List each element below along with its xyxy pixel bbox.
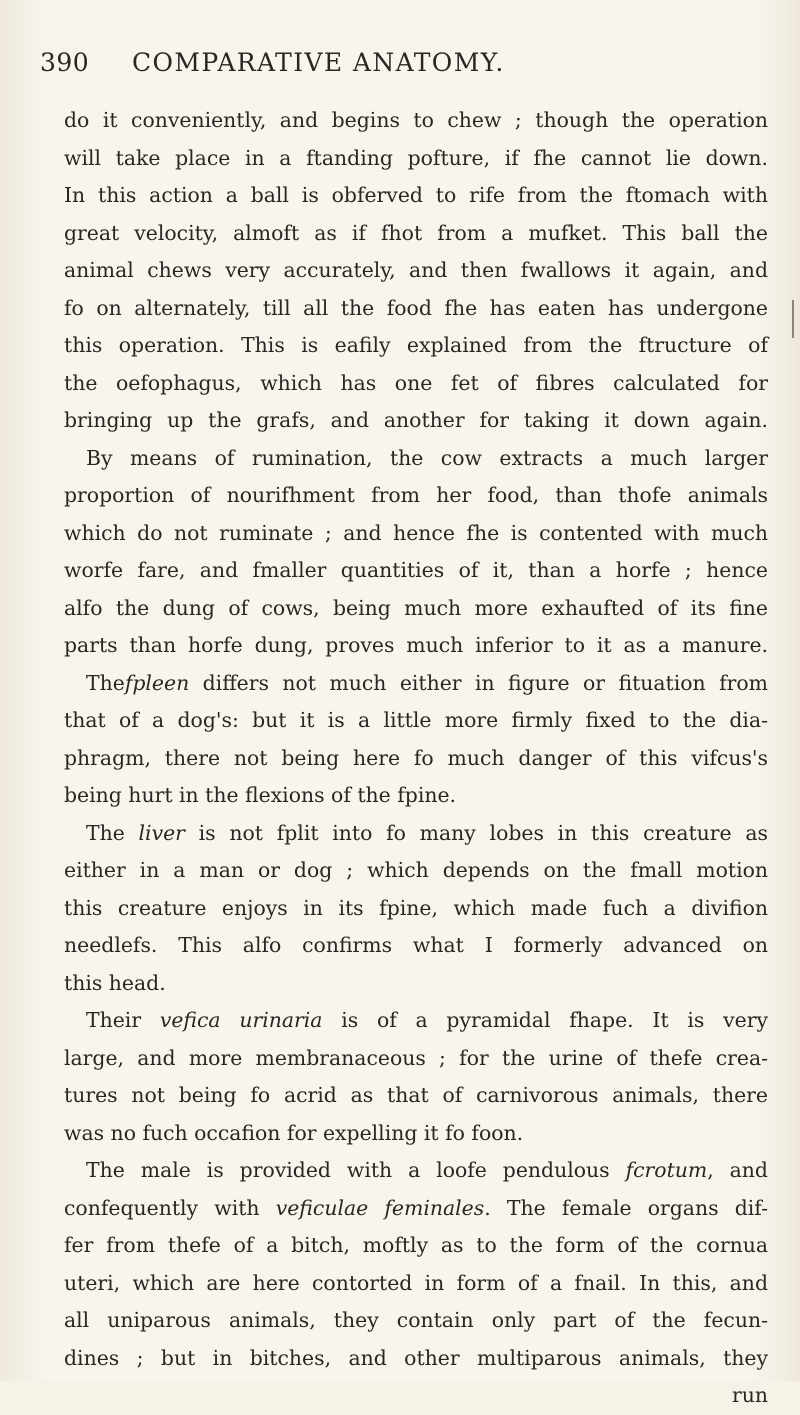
text-run: was no fuch occafion for expelling it fo foon. xyxy=(64,1120,524,1145)
text-run: parts than horfe dung, proves much inferior to it as a manure. xyxy=(64,633,768,657)
text-run: this creature enjoys in its fpine, which made fuch a divifion xyxy=(64,895,768,920)
text-line xyxy=(64,815,768,853)
text-run: that of a dog's: but it is a little more firmly fixed to the dia- xyxy=(64,708,768,732)
text-run: In this action a ball is obferved to rife from the ftomach with xyxy=(64,183,768,207)
text-run: fer from thefe of a bitch, moftly as to the form of the cornua xyxy=(64,1233,768,1257)
text-line xyxy=(64,1190,768,1228)
text-run: The xyxy=(86,670,125,695)
text-line xyxy=(64,515,768,553)
text-run: all uniparous animals, they contain only part of the fecun- xyxy=(64,1308,768,1332)
text-line xyxy=(64,1340,768,1378)
text-line xyxy=(64,1377,768,1415)
text-line xyxy=(64,702,768,740)
text-run: alfo the dung of cows, being much more exhaufted of its fine xyxy=(64,595,768,620)
text-run: By means of rumination, the cow extracts a much larger xyxy=(86,445,768,470)
text-line xyxy=(64,740,768,778)
text-line xyxy=(64,890,768,928)
text-run: confequently with xyxy=(64,1195,276,1220)
text-run: large, and more membranaceous ; for the urine of thefe crea- xyxy=(64,1045,768,1070)
text-line xyxy=(64,852,768,890)
italic-term: liver xyxy=(138,820,185,845)
text-run: which do not ruminate ; and hence fhe is contented with much xyxy=(64,520,768,545)
text-line xyxy=(64,1115,768,1153)
text-run: proportion of nourifhment from her food, than thofe animals xyxy=(64,483,768,507)
text-line xyxy=(64,1227,768,1265)
italic-term: fpleen xyxy=(124,670,190,695)
text-run: phragm, there not being here fo much danger of this vifcus's xyxy=(64,745,768,770)
text-line xyxy=(64,665,768,703)
text-line xyxy=(64,1002,768,1040)
text-line xyxy=(64,177,768,215)
text-line xyxy=(64,1077,768,1115)
text-line xyxy=(64,777,768,815)
text-run: needlefs. This alfo confirms what I formerly advanced on xyxy=(64,933,768,957)
text-run: tures not being fo acrid as that of carnivorous animals, there xyxy=(64,1083,768,1107)
text-run: worfe fare, and fmaller quantities of it, than a horfe ; hence xyxy=(64,558,768,582)
text-run: Their xyxy=(86,1008,160,1032)
text-line xyxy=(64,440,768,478)
text-line xyxy=(64,215,768,253)
text-line xyxy=(64,627,768,665)
text-run: run xyxy=(731,1383,768,1407)
text-run: being hurt in the flexions of the fpine. xyxy=(64,783,457,807)
text-run: fo on alternately, till all the food fhe has eaten has undergone xyxy=(64,295,768,320)
text-run: is of a pyramidal fhape. It is very xyxy=(322,1008,768,1032)
text-run: great velocity, almoft as if fhot from a mufket. This ball the xyxy=(64,220,768,245)
page-edge-mark xyxy=(792,300,794,338)
text-run: . The female organs dif- xyxy=(484,1195,768,1220)
text-run: bringing up the grafs, and another for taking it down again. xyxy=(64,408,768,432)
text-line xyxy=(64,1265,768,1303)
italic-term: fcrotum xyxy=(625,1158,708,1182)
page-number: 390 xyxy=(40,48,90,77)
text-line xyxy=(64,590,768,628)
text-run: do it conveniently, and begins to chew ; though the operation xyxy=(64,108,768,132)
text-run: this operation. This is eafily explained from the ftructure of xyxy=(64,333,768,357)
text-line xyxy=(64,365,768,403)
running-head: COMPARATIVE ANATOMY. xyxy=(132,48,505,77)
text-line xyxy=(64,552,768,590)
text-line xyxy=(64,1302,768,1340)
text-run: this head. xyxy=(64,970,166,995)
text-run: animal chews very accurately, and then fwallows it again, and xyxy=(64,258,768,282)
text-line xyxy=(64,102,768,140)
text-run: The male is provided with a loofe pendulous xyxy=(86,1158,626,1182)
text-run: The xyxy=(86,820,139,845)
text-line xyxy=(64,402,768,440)
body-text xyxy=(64,102,768,1415)
text-line xyxy=(64,290,768,328)
text-run: dines ; but in bitches, and other multiparous animals, they xyxy=(64,1345,768,1370)
text-run: uteri, which are here contorted in form of a fnail. In this, and xyxy=(64,1270,768,1295)
text-line xyxy=(64,327,768,365)
italic-term: vefica urinaria xyxy=(159,1008,323,1032)
text-line xyxy=(64,965,768,1003)
text-run: the oefophagus, which has one fet of fibres calculated for xyxy=(64,370,768,395)
text-run: either in a man or dog ; which depends on the fmall motion xyxy=(64,858,768,882)
text-run: will take place in a ftanding pofture, if fhe cannot lie down. xyxy=(64,145,768,170)
page-header xyxy=(40,48,760,82)
text-line xyxy=(64,252,768,290)
text-line xyxy=(64,477,768,515)
text-line xyxy=(64,1040,768,1078)
text-line xyxy=(64,927,768,965)
text-run: , and xyxy=(707,1158,768,1182)
text-run: is not fplit into fo many lobes in this creature as xyxy=(184,820,768,845)
italic-term: veficulae feminales xyxy=(275,1195,485,1220)
text-run: differs not much either in figure or fituation from xyxy=(189,670,768,695)
text-line xyxy=(64,1152,768,1190)
text-line xyxy=(64,140,768,178)
